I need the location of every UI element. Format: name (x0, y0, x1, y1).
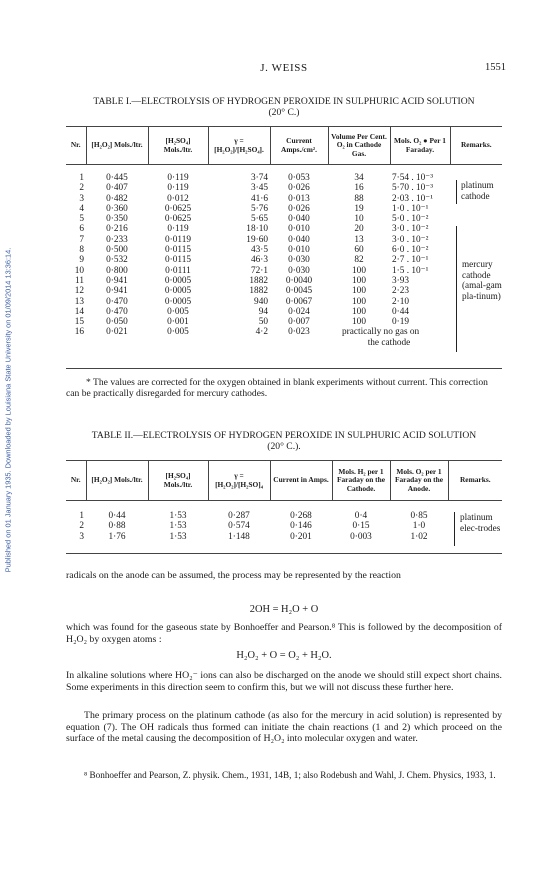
table1-footnote: * The values are corrected for the oxygen obtained in blank experiments without current. This correction can be practically disregarded for mercury cathodes. (66, 377, 488, 400)
table-cell: 3·45 (250, 183, 268, 194)
table-cell: 0·021 (106, 327, 128, 338)
table-cell: 16 (74, 327, 84, 338)
table-row (66, 204, 502, 214)
table-cell: 0·4 (354, 511, 368, 521)
table-cell: 41·6 (250, 193, 268, 204)
table-cell: 0·0005 (164, 275, 192, 286)
table-cell: 1·5 . 10⁻¹ (392, 265, 429, 276)
table-cell: 0·0005 (164, 296, 192, 307)
table-cell: 0·005 (167, 306, 189, 317)
col-nr: Nr. (66, 127, 86, 165)
table-cell: 0·010 (288, 245, 310, 256)
col-h2so4: [H₂SO₄] Mols./ltr. (148, 127, 208, 165)
table-cell: 0·268 (290, 511, 312, 521)
equation-1: 2OH = H₂O + O (249, 604, 319, 615)
table-cell: 13 (74, 296, 84, 307)
table-cell: 0·44 (392, 306, 410, 317)
equation-2: H₂O₂ + O = O₂ + H₂O. (236, 650, 332, 661)
table-cell: 100 (352, 275, 366, 286)
table-cell: 5 (79, 214, 84, 225)
table-cell: 1·02 (410, 531, 428, 542)
running-header (66, 62, 506, 76)
table-cell: 2·03 . 10⁻¹ (392, 193, 434, 204)
table-cell: 0·201 (290, 531, 312, 542)
table-cell: 0·119 (167, 173, 189, 183)
table-cell: 15 (74, 317, 84, 328)
table-cell: 3·0 . 10⁻² (392, 224, 429, 235)
table-cell: 0·040 (288, 234, 310, 245)
table-cell: 0·19 (392, 317, 410, 328)
table-row (66, 317, 502, 327)
footnote-8: ⁸ Bonhoeffer and Pearson, Z. physik. Chem., 1931, 14B, 1; also Rodebush and Wahl, J. Chem. Physics, 1933, 1. (84, 770, 496, 780)
table-row (66, 194, 502, 204)
table-cell: 10 (74, 265, 84, 276)
table-cell: 0·233 (106, 234, 128, 245)
table-row (66, 297, 502, 307)
table-row (66, 214, 502, 224)
table2-bottom-rule (66, 553, 502, 554)
t2-col-h2so4: [H₂SO₄] Mols./ltr. (148, 461, 208, 501)
table-cell: 0·0045 (285, 286, 313, 297)
table-cell: 0·007 (288, 317, 310, 328)
remark-electrodes: platinum elec-trodes (454, 512, 506, 534)
table-cell: 0·050 (106, 317, 128, 328)
table-cell: 2·23 (392, 286, 410, 297)
table-cell: 0·216 (106, 224, 128, 235)
col-current: Current Amps./cm². (270, 127, 328, 165)
table-cell: 2·7 . 10⁻¹ (392, 255, 429, 266)
table-cell: 1 (79, 511, 84, 521)
table-cell: 1·0 (412, 521, 426, 532)
table-cell: 3·0 . 10⁻² (392, 234, 429, 245)
table-cell: 0·350 (106, 214, 128, 225)
download-notice: Published on 01 January 1935. Downloaded by Louisiana State University on 01/09/2014 13:36:14. (3, 247, 13, 573)
table-cell: 0·119 (167, 183, 189, 194)
table-cell: 0·001 (167, 317, 189, 328)
col-volume: Volume Per Cent. O₂ in Cathode Gas. (328, 127, 390, 165)
table-row (66, 501, 502, 522)
table1 (66, 126, 502, 348)
table-cell: practically no gas on (342, 327, 420, 338)
table-cell: 50 (258, 317, 268, 328)
table-cell: 0·0005 (164, 286, 192, 297)
table-cell: 0·0040 (285, 275, 313, 286)
table-row (66, 165, 502, 184)
table-cell: 0·88 (108, 521, 126, 532)
table-cell: 7 (79, 234, 84, 245)
remark-platinum: platinum cathode (456, 180, 506, 202)
table-cell: 1882 (249, 286, 268, 297)
table-cell: 0·024 (288, 306, 310, 317)
table-cell: 0·44 (108, 511, 126, 521)
table-cell: 0·146 (290, 521, 312, 532)
table-cell: 0·470 (106, 306, 128, 317)
page-number: 1551 (485, 62, 506, 73)
table-cell: 94 (258, 306, 268, 317)
table-cell: 0·360 (106, 203, 128, 214)
table-cell: 0·532 (106, 255, 128, 266)
table-cell: 1·0 . 10⁻¹ (392, 203, 429, 214)
table-cell: 1·53 (169, 521, 187, 532)
table-cell: 88 (354, 193, 364, 204)
table-cell: 0·482 (106, 193, 128, 204)
table-cell: 1882 (249, 275, 268, 286)
table-cell: 0·119 (167, 224, 189, 235)
table-cell: 100 (352, 286, 366, 297)
table-cell: 0·023 (288, 327, 310, 338)
table-cell: 100 (352, 296, 366, 307)
table-cell: 0·026 (288, 203, 310, 214)
table-cell: 1·76 (108, 531, 126, 542)
table-cell: 0·0625 (164, 214, 192, 225)
table-cell: 4 (79, 203, 84, 214)
table-cell: 0·470 (106, 296, 128, 307)
table-cell: 82 (354, 255, 364, 266)
table-cell: 0·941 (106, 275, 128, 286)
table-cell: 3·74 (250, 173, 268, 183)
col-gamma: γ = [H₂O₂]/[H₂SO₄]. (208, 127, 270, 165)
table-cell: 2 (79, 183, 84, 194)
table-cell: 0·003 (350, 531, 372, 542)
table-cell: 100 (352, 317, 366, 328)
table-row (66, 255, 502, 265)
table-cell: 60 (354, 245, 364, 256)
header-title: J. WEISS (260, 62, 308, 74)
table-cell: 0·85 (410, 511, 428, 521)
t2-col-remarks: Remarks. (448, 461, 502, 501)
paragraph-3: In alkaline solutions where HO₂⁻ ions can also be discharged on the anode we should still expect short chains. Some experiments in this direction seem to confirm this, but we will not discuss these further here. (66, 670, 502, 693)
table-cell: 0·0625 (164, 203, 192, 214)
table-cell: 0·0115 (165, 245, 191, 256)
table-row (66, 276, 502, 286)
paragraph-1: radicals on the anode can be assumed, the process may be represented by the reaction (66, 570, 401, 581)
table-cell: 2·10 (392, 296, 410, 307)
table1-caption: TABLE I.—ELECTROLYSIS OF HYDROGEN PEROXIDE IN SULPHURIC ACID SOLUTION (20° C.) (93, 96, 475, 118)
t2-col-o2: Mols. O₂ per 1 Faraday on the Anode. (390, 461, 448, 501)
table-cell: 0·0119 (165, 234, 191, 245)
table-row (66, 307, 502, 317)
table-cell: 2 (79, 521, 84, 532)
table-cell: 5·76 (250, 203, 268, 214)
table-row (66, 235, 502, 245)
table2-caption: TABLE II.—ELECTROLYSIS OF HYDROGEN PEROXIDE IN SULPHURIC ACID SOLUTION (20° C.). (91, 430, 477, 452)
table1-bottom-rule (66, 368, 502, 369)
table2 (66, 460, 502, 542)
table-cell: 0·005 (167, 327, 189, 338)
table-row (66, 245, 502, 255)
table-cell: 7·54 . 10⁻³ (392, 173, 434, 183)
table-cell: 0·053 (288, 173, 310, 183)
table-cell: 9 (79, 255, 84, 266)
table-cell: 8 (79, 245, 84, 256)
table-cell: 3 (79, 531, 84, 542)
table-cell: 0·026 (288, 183, 310, 194)
table-cell: 940 (254, 296, 268, 307)
table-cell: 0·030 (288, 265, 310, 276)
table-cell: 0·0111 (165, 265, 191, 276)
table-cell: 0·407 (106, 183, 128, 194)
table-row (66, 266, 502, 276)
table-cell: 46·3 (250, 255, 268, 266)
table-cell: 13 (354, 234, 364, 245)
t2-col-nr: Nr. (66, 461, 86, 501)
table-row (66, 286, 502, 296)
table-cell: 6 (79, 224, 84, 235)
table-cell: 72·1 (250, 265, 268, 276)
table-cell: 0·941 (106, 286, 128, 297)
table-cell: 11 (75, 275, 84, 286)
table-cell: 19·60 (246, 234, 268, 245)
table-row (66, 183, 502, 193)
t2-col-current: Current in Amps. (270, 461, 332, 501)
table-cell: 5·70 . 10⁻³ (392, 183, 434, 194)
table-cell: 10 (354, 214, 364, 225)
table-cell: 4·2 (255, 327, 268, 338)
t2-col-h2o2: [H₂O₂] Mols./ltr. (86, 461, 148, 501)
table-cell: 1·53 (169, 511, 187, 521)
t2-col-gamma: γ = [H₂O₂]/[H₂SO]₄ (208, 461, 270, 501)
table-row (66, 521, 502, 531)
table-cell: 3 (79, 193, 84, 204)
col-remarks: Remarks. (450, 127, 502, 165)
col-mols: Mols. O₂ ● Per 1 Faraday. (390, 127, 450, 165)
table-cell: 0·800 (106, 265, 128, 276)
table-cell: 0·287 (228, 511, 250, 521)
table-cell: the cathode (367, 337, 411, 348)
table-cell: 0·0067 (285, 296, 313, 307)
table-cell: 18·10 (246, 224, 268, 235)
paragraph-2: which was found for the gaseous state by Bonhoeffer and Pearson.⁸ This is followed by the decomposition of H₂O₂ by oxygen atoms : (66, 622, 502, 645)
table-row (66, 224, 502, 234)
table-cell: 0·030 (288, 255, 310, 266)
table-cell: 6·0 . 10⁻² (392, 245, 429, 256)
table-cell: 100 (352, 265, 366, 276)
table-cell: 0·010 (288, 224, 310, 235)
table-cell: 3·93 (392, 275, 410, 286)
table-row (66, 532, 502, 542)
table-cell: 0·0115 (165, 255, 191, 266)
table-cell: 12 (74, 286, 84, 297)
table-cell: 0·040 (288, 214, 310, 225)
table-cell: 0·15 (352, 521, 370, 532)
table-cell: 14 (74, 306, 84, 317)
table-cell: 34 (354, 173, 364, 183)
table-row (66, 327, 502, 337)
table-cell: 43·5 (250, 245, 268, 256)
table-cell: 0·574 (228, 521, 250, 532)
table-cell: 100 (352, 306, 366, 317)
table-cell: 1·148 (228, 531, 250, 542)
table-cell: 1·53 (169, 531, 187, 542)
table-cell: 20 (354, 224, 364, 235)
table-cell: 0·012 (167, 193, 189, 204)
t2-col-h2: Mols. H₂ per 1 Faraday on the Cathode. (332, 461, 390, 501)
remark-mercury: mercury cathode (amal-gam pla-tinum) (456, 226, 506, 301)
table-cell: 0·013 (288, 193, 310, 204)
table-cell: 16 (354, 183, 364, 194)
col-h2o2: [H₂O₂] Mols./ltr. (86, 127, 148, 165)
table-cell: 1 (79, 173, 84, 183)
table-row (66, 338, 502, 348)
paragraph-4: The primary process on the platinum cathode (as also for the mercury in acid solution) is represented by equation (7). The OH radicals thus formed can initiate the chain reactions (1 and 2) which proceed on the surface of the metal causing the decomposition of H₂O₂ into molecular oxygen and water. (66, 710, 502, 745)
table-cell: 0·500 (106, 245, 128, 256)
table-cell: 0·445 (106, 173, 128, 183)
table-cell: 5·65 (250, 214, 268, 225)
table-cell: 5·0 . 10⁻² (392, 214, 429, 225)
table-cell: 19 (354, 203, 364, 214)
